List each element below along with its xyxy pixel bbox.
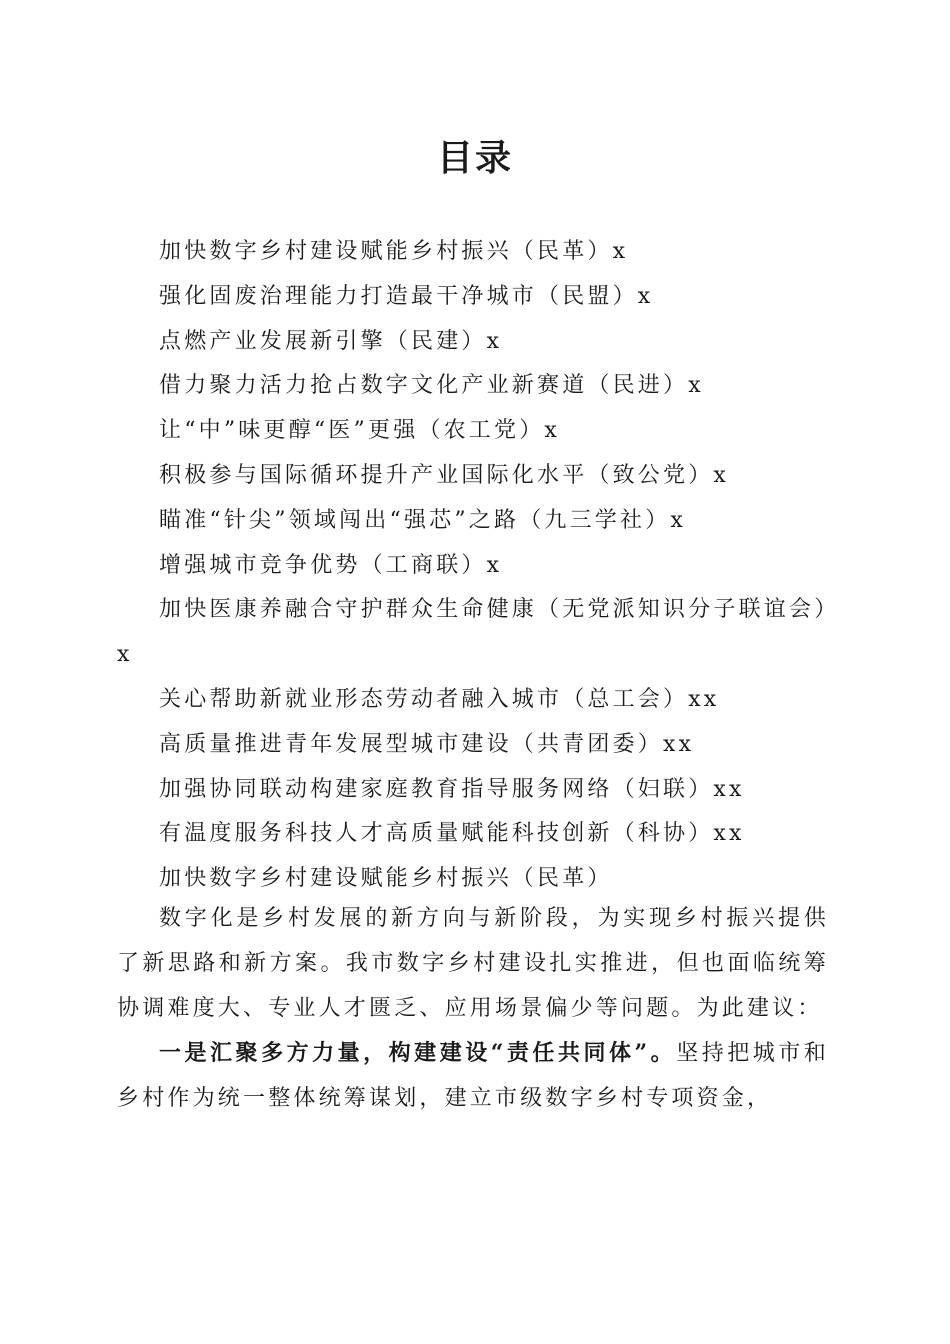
paragraph-text: 坚持把城市和乡村作为统一整体统筹谋划，建立市级数字乡村专项资金， <box>117 1041 829 1112</box>
toc-entry[interactable]: 加快数字乡村建设赋能乡村振兴（民革）x <box>159 239 629 264</box>
toc-entry[interactable]: 增强城市竞争优势（工商联）x <box>159 552 503 578</box>
toc-entry[interactable]: 高质量推进青年发展型城市建设（共青团委）xx <box>159 731 695 757</box>
body-paragraph <box>117 896 829 1031</box>
toc-entry[interactable]: 借力聚力活力抢占数字文化产业新赛道（民进）x <box>159 373 704 399</box>
toc-entry[interactable]: 让“中”味更醇“医”更强（农工党）x <box>159 418 560 444</box>
toc-entry[interactable]: 强化固废治理能力打造最干净城市（民盟）x <box>159 283 654 309</box>
body-paragraph <box>117 1031 829 1122</box>
toc-entry[interactable]: 有温度服务科技人才高质量赋能科技创新（科协）xx <box>159 821 745 847</box>
table-of-contents <box>117 230 829 902</box>
toc-entry[interactable]: 点燃产业发展新引擎（民建）x <box>159 328 503 354</box>
page-title: 目录 <box>436 137 513 179</box>
paragraph-lead: 一是汇聚多方力量，构建建设“责任共同体”。 <box>159 1040 677 1067</box>
paragraph-text: 数字化是乡村发展的新方向与新阶段，为实现乡村振兴提供了新思路和新方案。我市数字乡村建设扎实推进，但也面临统筹协调难度大、专业人才匮乏、应用场景偏少等问题。为此建议： <box>117 906 829 1021</box>
body-text <box>117 896 829 1122</box>
toc-entry[interactable]: 积极参与国际循环提升产业国际化水平（致公党）x <box>159 462 730 488</box>
toc-entry[interactable]: 关心帮助新就业形态劳动者融入城市（总工会）xx <box>159 686 720 712</box>
toc-entry[interactable]: 瞄准“针尖”领域闯出“强芯”之路（九三学社）x <box>159 507 686 533</box>
toc-entry[interactable]: 加强协同联动构建家庭教育指导服务网络（妇联）xx <box>159 776 745 802</box>
toc-entry[interactable]: 加快医康养融合守护群众生命健康（无党派知识分子联谊会）x <box>117 597 829 668</box>
section-heading: 加快数字乡村建设赋能乡村振兴（民革） <box>159 866 613 892</box>
